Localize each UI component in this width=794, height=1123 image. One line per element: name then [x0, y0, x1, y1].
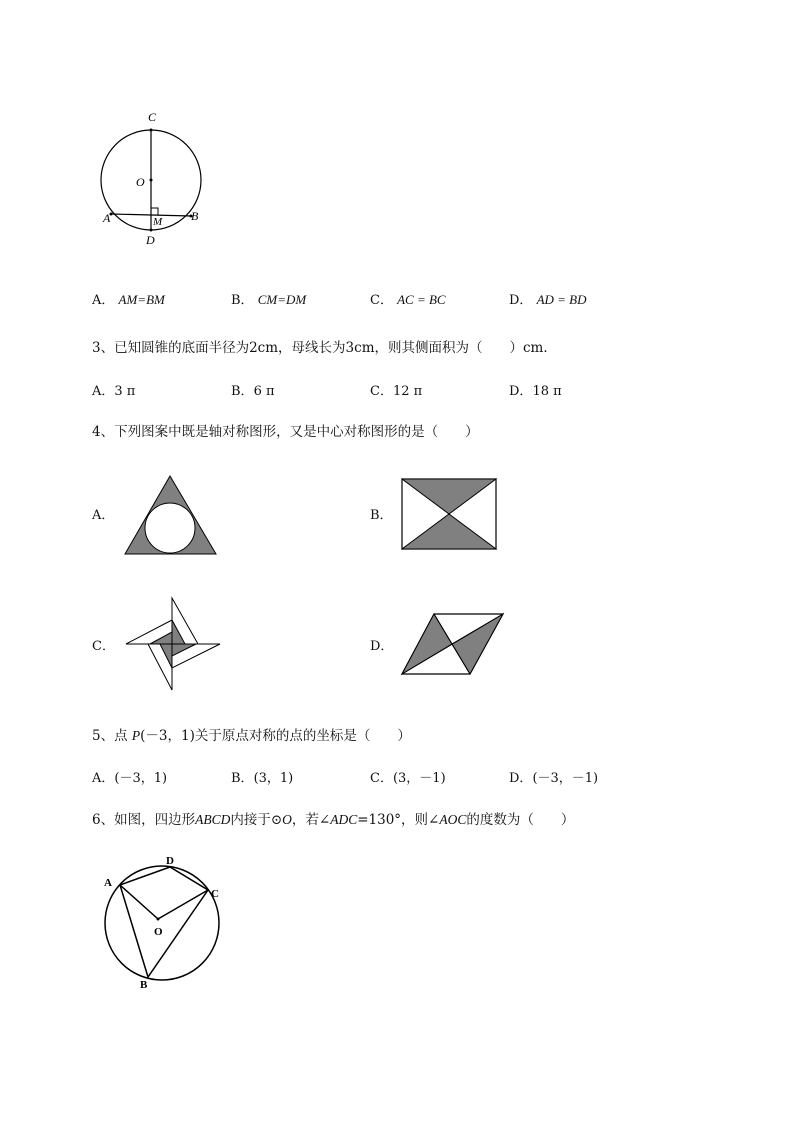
- q5-option-d[interactable]: D．(－3，－1): [509, 771, 599, 786]
- option-letter: B．: [231, 293, 254, 308]
- q3-stem: 3、已知圆锥的底面半径为2cm，母线长为3cm，则其侧面积为（ ）cm．: [92, 340, 557, 356]
- option-text: AM=BM: [118, 292, 165, 307]
- q3-option-c[interactable]: [370, 385, 422, 398]
- option-letter: D．: [509, 293, 533, 308]
- q3-option-b[interactable]: [231, 385, 275, 398]
- q2-option-c[interactable]: [370, 293, 446, 307]
- q4-stem: 4、下列图案中既是轴对称图形，又是中心对称图形的是（ ）: [92, 424, 479, 440]
- q5-stem: 5、点 P(－3，1)关于原点对称的点的坐标是（ ）: [92, 728, 411, 744]
- q3-option-d[interactable]: [509, 385, 562, 398]
- q4-option-d-figure[interactable]: [400, 612, 506, 676]
- option-letter: B．: [231, 384, 254, 399]
- q4-option-b-label[interactable]: B．: [370, 508, 393, 523]
- option-text: AC = BC: [397, 292, 446, 307]
- q2-label-a: A: [103, 211, 111, 225]
- q2-label-c: C: [148, 110, 157, 124]
- option-letter: D．: [509, 384, 533, 399]
- q2-label-o: O: [136, 175, 145, 189]
- q2-label-d: D: [146, 233, 155, 247]
- q5-option-b[interactable]: B．(3，1): [231, 771, 294, 786]
- q6-label-c: C: [211, 888, 219, 900]
- q2-option-d[interactable]: [509, 293, 587, 307]
- q2-option-a[interactable]: [92, 293, 165, 307]
- option-text: 12 π: [392, 384, 423, 399]
- q6-label-d: D: [166, 855, 174, 867]
- q2-label-m: M: [153, 216, 163, 228]
- q4-option-c-figure[interactable]: [124, 596, 224, 694]
- q2-right-angle-mark: [151, 208, 158, 215]
- option-letter: C．: [370, 384, 393, 399]
- q6-circle-figure: [98, 852, 228, 992]
- option-letter: A．: [92, 293, 115, 308]
- q4-option-a-label[interactable]: A．: [92, 508, 115, 523]
- option-letter: C．: [370, 293, 393, 308]
- option-text: 18 π: [532, 384, 562, 399]
- q6-quadrilateral: [120, 867, 208, 977]
- q2-circle-figure: [95, 105, 215, 255]
- q6-circle: [105, 866, 219, 980]
- q2-option-b[interactable]: [231, 293, 306, 307]
- q4-option-a-figure[interactable]: [123, 474, 219, 558]
- q4-option-b-figure[interactable]: [401, 478, 498, 551]
- option-text: AD = BD: [536, 292, 587, 307]
- q4-option-c-label[interactable]: C．: [92, 639, 115, 654]
- q6-label-b: B: [140, 979, 148, 991]
- q6-segment-oc: [158, 890, 208, 919]
- q5-option-c[interactable]: C．(3，－1): [370, 771, 446, 786]
- q5-option-a[interactable]: A．(－3，1): [92, 771, 168, 786]
- option-letter: A．: [92, 384, 115, 399]
- q3-option-a[interactable]: [92, 385, 135, 398]
- option-text: 3 π: [114, 384, 136, 399]
- q6-label-a: A: [104, 877, 112, 889]
- q4-option-d-label[interactable]: D．: [370, 639, 394, 654]
- option-text: 6 π: [253, 384, 275, 399]
- option-text: CM=DM: [257, 292, 307, 307]
- q6-stem: 6、如图，四边形ABCD内接于⊙O，若∠ADC=130°，则∠AOC的度数为（ ）: [92, 812, 575, 828]
- q6-label-o: O: [154, 926, 163, 938]
- q2-label-b: B: [191, 209, 199, 223]
